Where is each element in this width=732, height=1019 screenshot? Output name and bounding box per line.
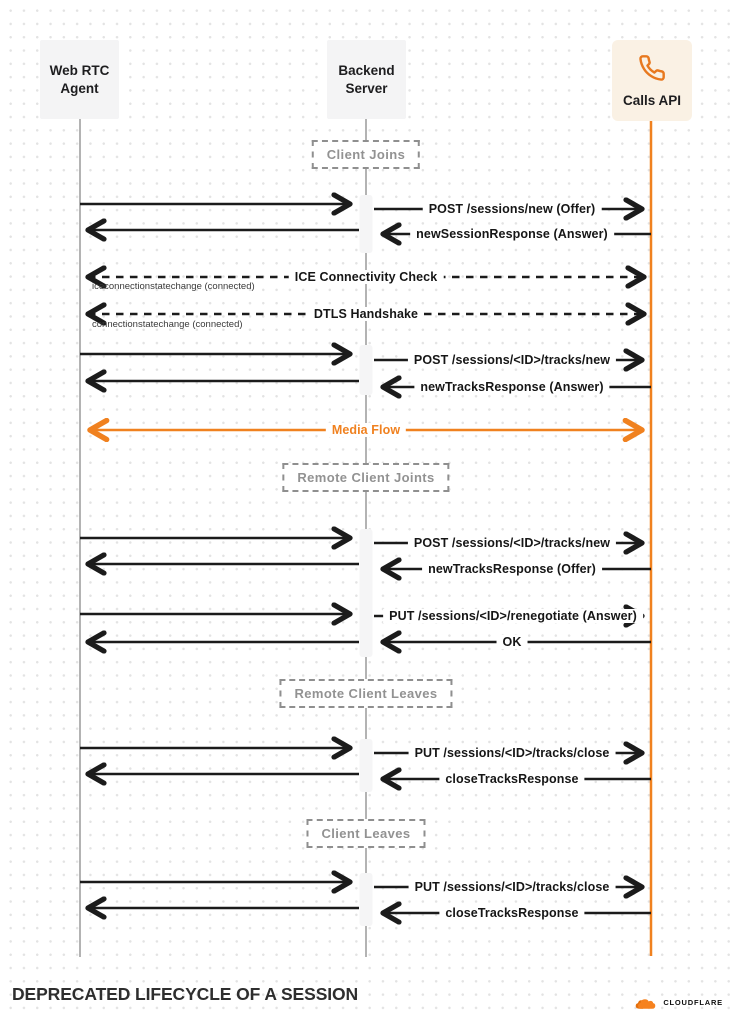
actor-calls-api [612, 40, 692, 121]
activation-bar [360, 739, 373, 792]
actor-label: Web RTC [49, 62, 110, 78]
message-label-put-tracks-close-2: PUT /sessions/<ID>/tracks/close [409, 880, 616, 894]
event-label-ice: iceconnectionstatechange (connected) [92, 281, 255, 292]
message-label-dtls-handshake: DTLS Handshake [308, 307, 424, 321]
section-remote-client-joins: Remote Client Joints [282, 463, 449, 492]
actor-label: Calls API [622, 92, 682, 108]
actor-webrtc-agent [40, 40, 119, 119]
activation-bar [360, 873, 373, 926]
message-label-post-tracks-new-1: POST /sessions/<ID>/tracks/new [408, 353, 616, 367]
message-label-close-tracks-response-1: closeTracksResponse [439, 772, 584, 786]
message-label-ok: OK [497, 635, 528, 649]
message-label-media-flow: Media Flow [326, 423, 406, 437]
message-label-close-tracks-response-2: closeTracksResponse [439, 906, 584, 920]
cloudflare-logo [633, 993, 723, 1011]
actor-backend-server [327, 40, 406, 119]
activation-bar [360, 345, 373, 395]
section-client-leaves: Client Leaves [306, 819, 425, 848]
phone-icon [638, 54, 666, 87]
actor-label: Agent [60, 80, 99, 96]
diagram-title: DEPRECATED LIFECYCLE OF A SESSION [12, 984, 359, 1004]
activation-bar [360, 195, 373, 253]
actor-label: Server [345, 80, 388, 96]
message-label-new-session-response: newSessionResponse (Answer) [410, 227, 614, 241]
section-client-joins: Client Joins [312, 140, 420, 169]
activation-bar [360, 529, 373, 657]
cloudflare-cloud-icon [633, 993, 660, 1011]
message-label-put-renegotiate: PUT /sessions/<ID>/renegotiate (Answer) [383, 609, 643, 623]
message-label-post-tracks-new-2: POST /sessions/<ID>/tracks/new [408, 536, 616, 550]
actor-label: Backend [338, 62, 395, 78]
event-label-dtls: connectionstatechange (connected) [92, 319, 243, 330]
cloudflare-wordmark: CLOUDFLARE [663, 997, 723, 1007]
message-label-ice-check: ICE Connectivity Check [289, 270, 444, 284]
message-label-post-sessions-new: POST /sessions/new (Offer) [423, 202, 602, 216]
message-label-put-tracks-close-1: PUT /sessions/<ID>/tracks/close [409, 746, 616, 760]
message-label-new-tracks-response-answer: newTracksResponse (Answer) [414, 380, 609, 394]
section-remote-client-leaves: Remote Client Leaves [279, 679, 452, 708]
message-label-new-tracks-response-offer: newTracksResponse (Offer) [422, 562, 602, 576]
